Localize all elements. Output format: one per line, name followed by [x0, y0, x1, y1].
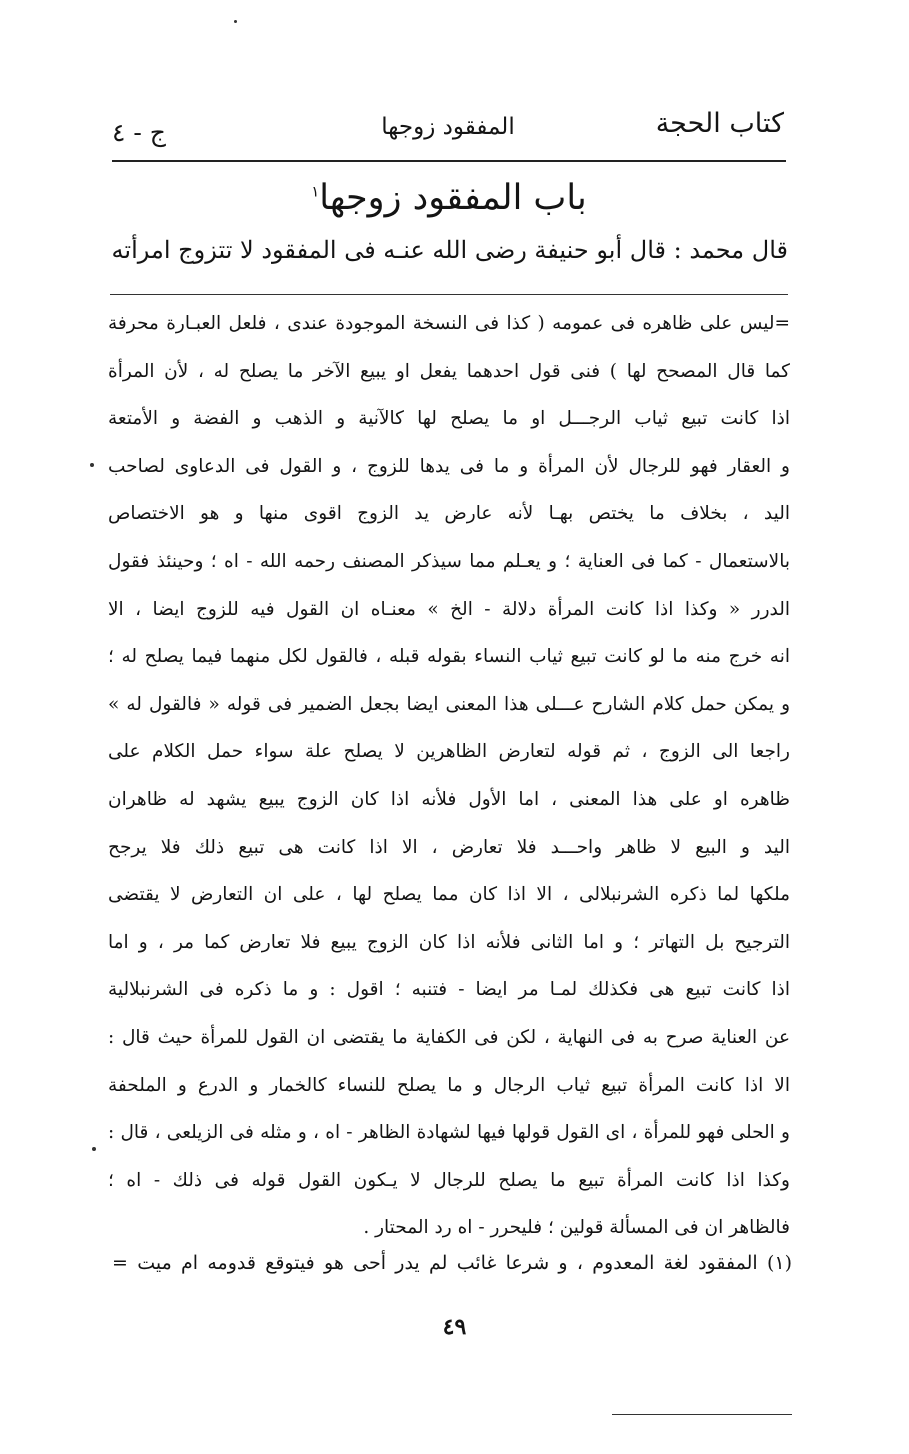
- opening-text: قال محمد : قال أبو حنيفة رضى الله عنـه فى المفقود لا تتزوج امرأته: [111, 236, 788, 264]
- running-title: المفقود زوجها: [381, 114, 515, 140]
- commentary-line: الترجيح بل التهاتر ؛ و اما الثانى فلأنه اذا كان الزوج يبيع فلا تعارض كما مر ، و اما: [108, 931, 790, 953]
- commentary-line: اليد و البيع لا ظاهر واحـــد فلا تعارض ، الا اذا كانت هى تبيع ذلك فلا يرجح: [108, 836, 790, 858]
- chapter-heading: [112, 178, 786, 218]
- print-speck: [234, 20, 237, 23]
- commentary-line: اذا كانت تبيع ثياب الرجـــل او ما يصلح لها كالآنية و الذهب و الفضة و الأمتعة: [108, 408, 790, 430]
- running-header: [112, 108, 784, 154]
- header-divider: [112, 160, 786, 162]
- chapter-title: باب المفقود زوجها: [319, 178, 587, 218]
- notes-divider: [110, 294, 788, 295]
- commentary-line: و الحلى فهو للمرأة ، اى القول قولها فيها لشهادة الظاهر - اه ، و مثله فى الزيلعى ، قال :: [108, 1122, 790, 1144]
- chapter-footnote-marker: ١: [311, 182, 320, 201]
- commentary-line: فالظاهر ان فى المسألة قولين ؛ فليحرر - اه رد المحتار .: [363, 1217, 790, 1239]
- footnote-text: المفقود لغة المعدوم ، و شرعا غائب لم يدر أحى هو فيتوقع قدومه ام ميت =: [112, 1252, 758, 1274]
- volume-label: ج - ٤: [112, 118, 166, 147]
- commentary-line: بالاستعمال - كما فى العناية ؛ و يعـلم مما سيذكر المصنف رحمه الله - اه ؛ وحينئذ فقول: [108, 550, 790, 572]
- book-title: كتاب الحجة: [655, 108, 784, 139]
- commentary-line: ظاهره او على هذا المعنى ، اما الأول فلأنه اذا كان الزوج يبيع يشهد له ظاهران: [108, 788, 790, 810]
- commentary-line: راجعا الى الزوج ، ثم قوله لتعارض الظاهرين لا يصلح علة سواء حمل الكلام على: [108, 741, 790, 763]
- commentary-line: اذا كانت تبيع هى فكذلك لمـا مر ايضا - فتنبه ؛ اقول : و ما ذكره فى الشرنبلالية: [108, 979, 790, 1001]
- footnote: [112, 1252, 792, 1274]
- page-number: ٤٩: [442, 1314, 467, 1340]
- commentary-line: عن العناية صرح به فى النهاية ، لكن فى الكفاية ما يقتضى ان القول للمرأة حيث قال :: [108, 1026, 790, 1048]
- footnote-marker: (١): [766, 1252, 792, 1274]
- commentary-line: انه خرج منه ما لو كانت تبيع ثياب النساء بقوله قبله ، فالقول لكل منهما فيما يصلح له ؛: [108, 646, 790, 668]
- commentary-line: اليد ، بخلاف ما يختص بهـا لأنه عارض يد الزوج اقوى منها و هو الاختصاص: [108, 503, 790, 525]
- print-speck: [92, 1147, 96, 1151]
- commentary-block: [108, 300, 790, 1252]
- commentary-line: و العقار فهو للرجال لأن المرأة و ما فى يدها للزوج ، و القول فى الدعاوى لصاحب: [108, 455, 790, 477]
- bottom-rule: [612, 1414, 792, 1415]
- commentary-line: =ليس على ظاهره فى عمومه ( كذا فى النسخة الموجودة عندى ، فلعل العبـارة محرفة: [108, 313, 790, 334]
- commentary-line: و يمكن حمل كلام الشارح عـــلى هذا المعنى ايضا بجعل الضمير فى قوله « فالقول له »: [108, 693, 790, 715]
- commentary-line: وكذا اذا كانت المرأة تبيع ما يصلح للرجال لا يـكون القول قوله فى ذلك - اه ؛: [108, 1169, 790, 1191]
- commentary-line: الدرر « وكذا اذا كانت المرأة دلالة - الخ » معنـاه ان القول فيه للزوج ايضا ، الا: [108, 598, 790, 620]
- commentary-line: ملكها لما ذكره الشرنبلالى ، الا اذا كان مما يصلح لها ، على ان التعارض لا يقتضى: [108, 884, 790, 906]
- commentary-line: كما قال المصحح لها ) فنى قول احدهما يفعل او يبيع الآخر ما يصلح له ، لأن المرأة: [108, 360, 790, 382]
- print-speck: [90, 463, 94, 467]
- commentary-line: الا اذا كانت المرأة تبيع ثياب الرجال و ما يصلح للنساء كالخمار و الدرع و الملحفة: [108, 1074, 790, 1096]
